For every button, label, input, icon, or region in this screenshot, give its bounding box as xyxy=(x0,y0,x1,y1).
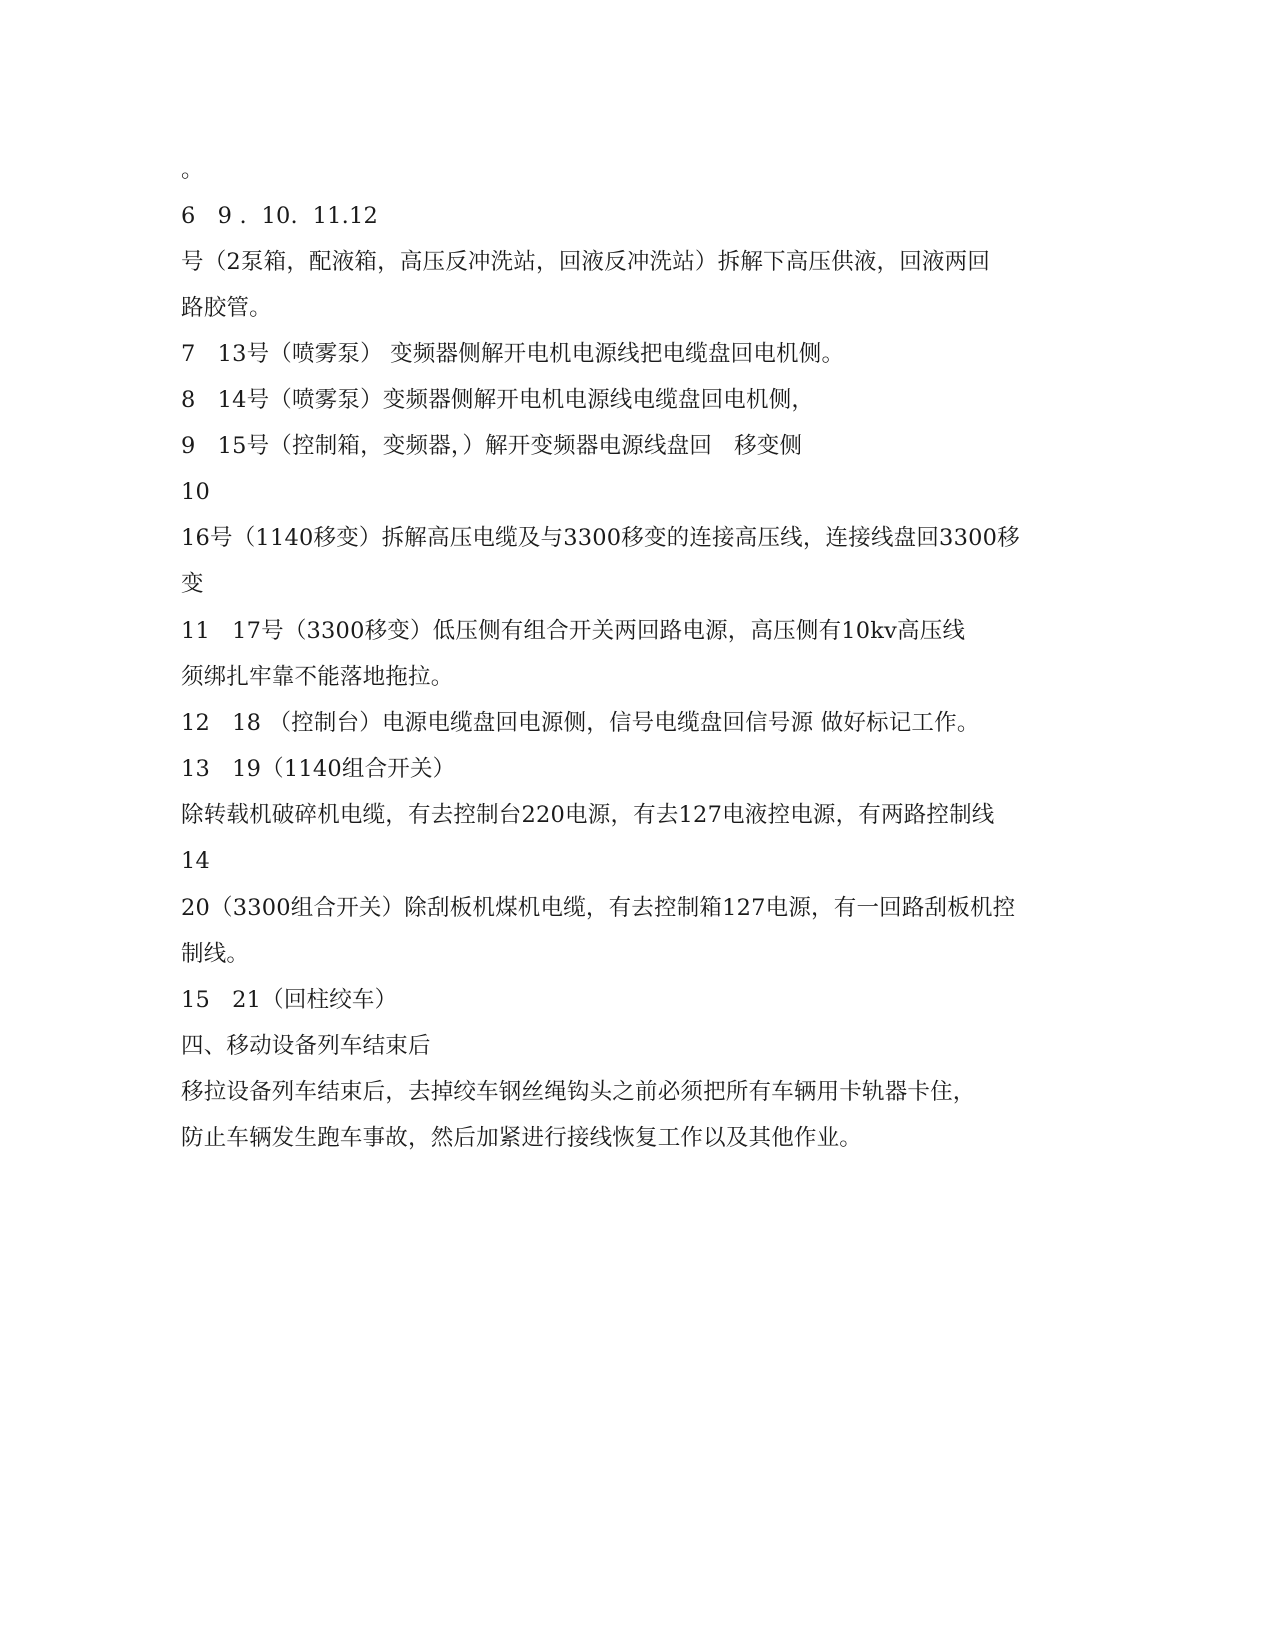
text-line: 变 xyxy=(181,571,204,597)
text-line: 6 9 . 10. 11.12 xyxy=(181,203,378,229)
text-line: 移拉设备列车结束后，去掉绞车钢丝绳钩头之前必须把所有车辆用卡轨器卡住， xyxy=(181,1079,976,1105)
text-line: 14 xyxy=(181,848,211,874)
text-line: 10 xyxy=(181,479,211,505)
text-line: 路胶管。 xyxy=(181,295,272,321)
text-line: 16号（1140移变）拆解高压电缆及与3300移变的连接高压线，连接线盘回3300移 xyxy=(181,525,1020,551)
text-line: 20（3300组合开关）除刮板机煤机电缆，有去控制箱127电源，有一回路刮板机控 xyxy=(181,895,1016,921)
text-line: 12 18 （控制台）电源电缆盘回电源侧，信号电缆盘回信号源 做好标记工作。 xyxy=(181,710,980,736)
text-line: 。 xyxy=(181,157,204,183)
text-line: 须绑扎牢靠不能落地拖拉。 xyxy=(181,664,454,690)
text-line: 15 21（回柱绞车） xyxy=(181,987,398,1013)
text-line: 除转载机破碎机电缆，有去控制台220电源，有去127电液控电源，有两路控制线 xyxy=(181,802,995,828)
text-line: 防止车辆发生跑车事故，然后加紧进行接线恢复工作以及其他作业。 xyxy=(181,1125,863,1151)
text-line: 11 17号（3300移变）低压侧有组合开关两回路电源，高压侧有10kv高压线 xyxy=(181,618,966,644)
text-line: 9 15号（控制箱，变频器，）解开变频器电源线盘回 移变侧 xyxy=(181,433,803,459)
text-line: 13 19（1140组合开关） xyxy=(181,756,456,782)
text-line: 7 13号（喷雾泵） 变频器侧解开电机电源线把电缆盘回电机侧。 xyxy=(181,341,845,367)
text-line: 制线。 xyxy=(181,941,250,967)
text-line: 号（2泵箱，配液箱，高压反冲洗站，回液反冲洗站）拆解下高压供液，回液两回 xyxy=(181,249,991,275)
text-line: 8 14号（喷雾泵）变频器侧解开电机电源线电缆盘回电机侧， xyxy=(181,387,815,413)
section-heading: 四、移动设备列车结束后 xyxy=(181,1033,431,1059)
